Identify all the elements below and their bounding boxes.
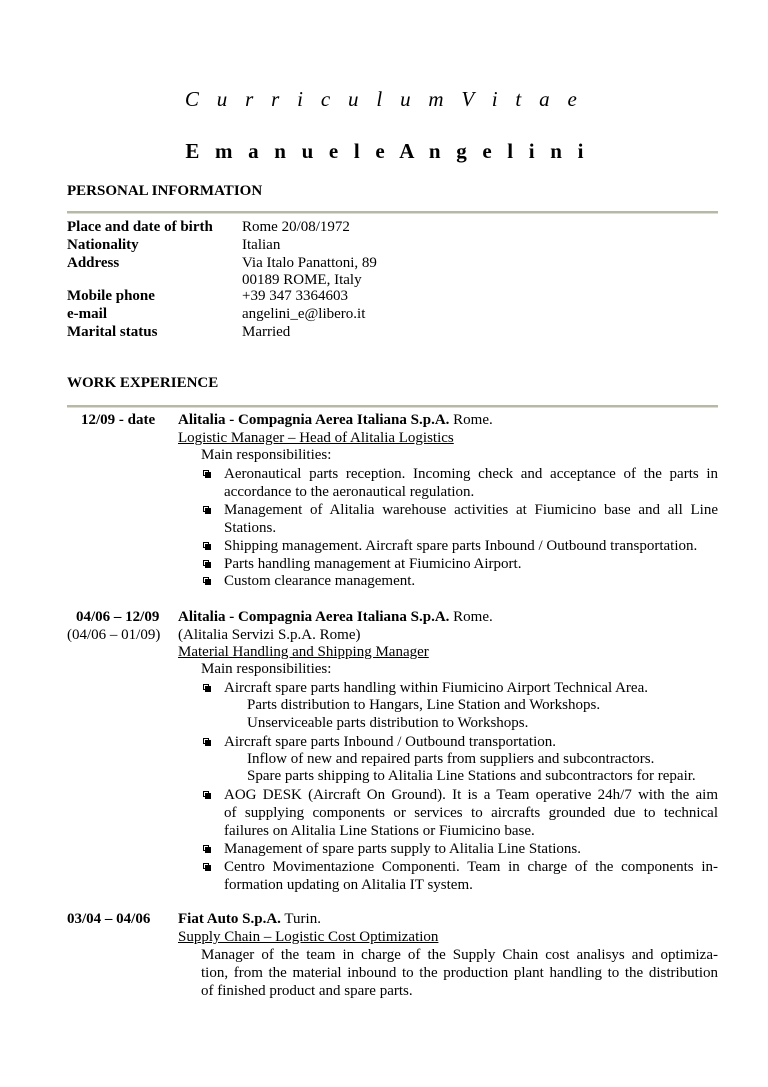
bullet-item-continuation: Stations. (224, 520, 277, 536)
bullet-item: Management of spare parts supply to Alitalia Line Stations. (224, 841, 582, 857)
work-experience-heading: WORK EXPERIENCE (67, 375, 219, 391)
sub-bullet-item: Inflow of new and repaired parts from suppliers and subcontractors. (247, 751, 655, 767)
company-city: Turin. (280, 911, 321, 927)
field-label: Marital status (67, 324, 158, 340)
candidate-name: E m a n u e l e A n g e l i n i (185, 139, 589, 163)
checkbox-bullet-icon (203, 684, 209, 690)
responsibilities-label: Main responsibilities: (201, 661, 332, 677)
checkbox-bullet-icon (203, 791, 209, 797)
field-value: 00189 ROME, Italy (242, 272, 362, 288)
checkbox-bullet-icon (203, 470, 209, 476)
job-company (178, 412, 493, 429)
bullet-item-continuation: of supplying components or services to aircrafts grounded due to technical (224, 805, 718, 821)
bullet-item: Shipping management. Aircraft spare parts Inbound / Outbound transportation. (224, 538, 698, 554)
job-date: 03/04 – 04/06 (67, 911, 151, 927)
personal-information-heading: PERSONAL INFORMATION (67, 183, 263, 199)
job-date: 04/06 – 12/09 (76, 609, 160, 625)
bullet-item: Management of Alitalia warehouse activities at Fiumicino base and all Line (224, 502, 718, 518)
field-label: Mobile phone (67, 288, 155, 304)
job-description-line: tion, from the material inbound to the production plant handling to the distribution (201, 965, 718, 981)
field-label: e-mail (67, 306, 107, 322)
sub-bullet-item: Unserviceable parts distribution to Workshops. (247, 715, 529, 731)
job-role: Logistic Manager – Head of Alitalia Logistics (178, 430, 454, 446)
bullet-item: Aircraft spare parts Inbound / Outbound transportation. (224, 734, 556, 750)
cv-title: C u r r i c u l u m V i t a e (184, 87, 584, 111)
field-value: angelini_e@libero.it (242, 306, 366, 322)
field-label: Nationality (67, 237, 139, 253)
responsibilities-label: Main responsibilities: (201, 447, 332, 463)
sub-bullet-item: Spare parts shipping to Alitalia Line Stations and subcontractors for repair. (247, 768, 696, 784)
section-divider (67, 211, 718, 214)
bullet-item-continuation: failures on Alitalia Line Stations or Fiumicino base. (224, 823, 535, 839)
personal-info-row (67, 288, 718, 306)
company-name: Alitalia - Compagnia Aerea Italiana S.p.A. (178, 412, 450, 428)
field-value: Rome 20/08/1972 (242, 219, 350, 235)
bullet-item-continuation: accordance to the aeronautical regulation. (224, 484, 475, 500)
checkbox-bullet-icon (203, 560, 209, 566)
section-divider (67, 405, 718, 408)
checkbox-bullet-icon (203, 863, 209, 869)
bullet-item: Custom clearance management. (224, 573, 416, 589)
sub-bullet-item: Parts distribution to Hangars, Line Station and Workshops. (247, 697, 601, 713)
job-description-line: Manager of the team in charge of the Supply Chain cost analisys and optimiza- (201, 947, 718, 963)
company-name: Alitalia - Compagnia Aerea Italiana S.p.A. (178, 609, 450, 625)
bullet-item: Aircraft spare parts handling within Fiumicino Airport Technical Area. (224, 680, 648, 696)
company-name: Fiat Auto S.p.A. (178, 911, 281, 927)
company-city: Rome. (449, 412, 493, 428)
field-value: Italian (242, 237, 281, 253)
checkbox-bullet-icon (203, 577, 209, 583)
checkbox-bullet-icon (203, 506, 209, 512)
job-date: 12/09 - date (81, 412, 156, 428)
job-company (178, 609, 493, 626)
job-role: Supply Chain – Logistic Cost Optimization (178, 929, 439, 945)
bullet-item: Centro Movimentazione Componenti. Team in charge of the components in- (224, 859, 718, 875)
job-role: Material Handling and Shipping Manager (178, 644, 429, 660)
job-date-secondary: (04/06 – 01/09) (67, 627, 161, 643)
personal-info-row (67, 324, 718, 342)
field-label: Address (67, 255, 120, 271)
personal-info-row (67, 219, 718, 237)
checkbox-bullet-icon (203, 845, 209, 851)
field-label: Place and date of birth (67, 219, 213, 235)
checkbox-bullet-icon (203, 542, 209, 548)
bullet-item: Parts handling management at Fiumicino Airport. (224, 556, 522, 572)
personal-info-row (67, 255, 718, 273)
checkbox-bullet-icon (203, 738, 209, 744)
field-value: Via Italo Panattoni, 89 (242, 255, 377, 271)
job-company-secondary: (Alitalia Servizi S.p.A. Rome) (178, 627, 361, 643)
bullet-item: AOG DESK (Aircraft On Ground). It is a Team operative 24h/7 with the aim (224, 787, 718, 803)
job-description-line: of finished product and spare parts. (201, 983, 413, 999)
field-value: Married (242, 324, 291, 340)
personal-info-row (67, 237, 718, 255)
bullet-item-continuation: formation updating on Alitalia IT system. (224, 877, 473, 893)
bullet-item: Aeronautical parts reception. Incoming check and acceptance of the parts in (224, 466, 718, 482)
personal-info-row (67, 306, 718, 324)
job-company (178, 911, 321, 928)
field-value: +39 347 3364603 (242, 288, 348, 304)
company-city: Rome. (449, 609, 493, 625)
